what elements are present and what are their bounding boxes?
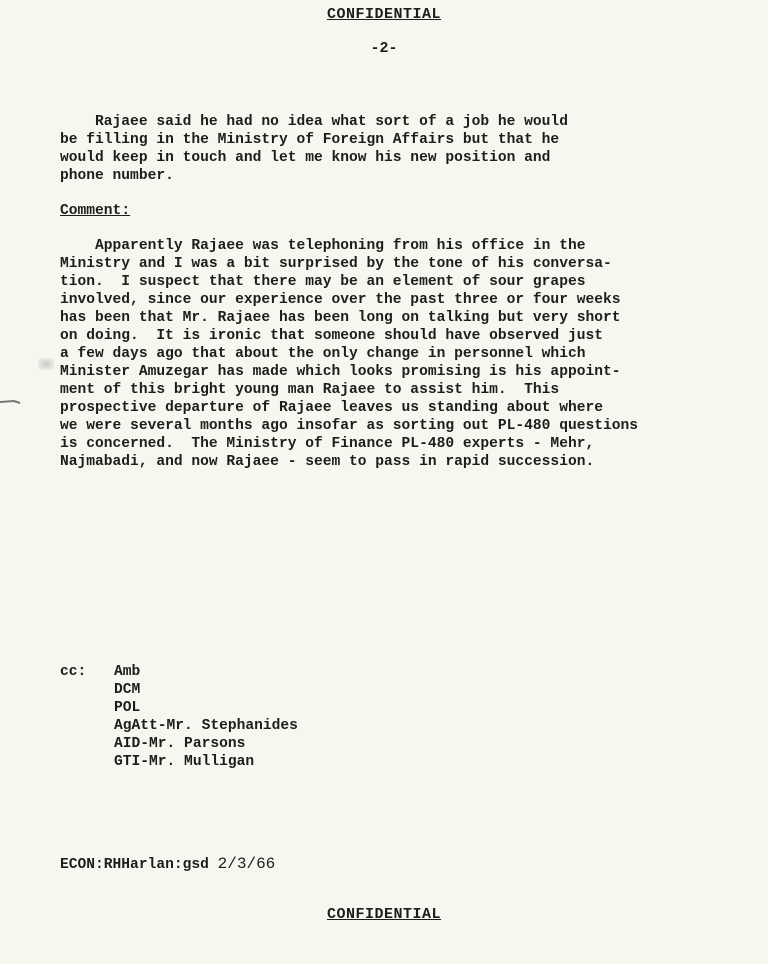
paragraph-line: we were several months ago insofar as sorting out PL-480 questions [60, 418, 639, 434]
paragraph-line: is concerned. The Ministry of Finance PL-480 experts - Mehr, [60, 436, 595, 452]
cc-recipient: POL [114, 700, 141, 716]
page-number: -2- [370, 40, 398, 57]
paragraph-line: Rajaee said he had no idea what sort of a job he would [60, 114, 568, 130]
paragraph-comment [60, 237, 760, 471]
paragraph-line: on doing. It is ironic that someone should have observed just [60, 328, 603, 344]
cc-recipient: AgAtt-Mr. Stephanides [114, 718, 298, 734]
paragraph-line: has been that Mr. Rajaee has been long on talking but very short [60, 310, 621, 326]
paragraph-line: ment of this bright young man Rajaee to assist him. This [60, 382, 560, 398]
paragraph-line: Minister Amuzegar has made which looks promising is his appoint- [60, 364, 621, 380]
paragraph-line: tion. I suspect that there may be an element of sour grapes [60, 274, 586, 290]
comment-heading-colon: : [121, 203, 131, 219]
drafter-code: ECON:RHHarlan:gsd [60, 857, 209, 873]
cc-list [114, 663, 414, 771]
paragraph-line: involved, since our experience over the past three or four weeks [60, 292, 621, 308]
cc-recipient: AID-Mr. Parsons [114, 736, 246, 752]
drafter-reference [60, 855, 275, 873]
draft-date: 2/3/66 [217, 855, 276, 873]
cc-label: cc: [60, 664, 87, 680]
comment-heading [60, 203, 130, 219]
margin-mark [0, 397, 22, 407]
paragraph-line: Najmabadi, and now Rajaee - seem to pass in rapid succession. [60, 454, 595, 470]
classification-footer: CONFIDENTIAL [326, 906, 442, 923]
cc-recipient: DCM [114, 682, 141, 698]
comment-heading-text: Comment [60, 203, 122, 219]
paragraph-line: prospective departure of Rajaee leaves us standing about where [60, 400, 603, 416]
paragraph-rajaee-job [60, 113, 760, 185]
paragraph-line: Apparently Rajaee was telephoning from his office in the [60, 238, 586, 254]
classification-header: CONFIDENTIAL [326, 6, 442, 23]
paragraph-line: be filling in the Ministry of Foreign Affairs but that he [60, 132, 560, 148]
paragraph-line: would keep in touch and let me know his new position and [60, 150, 551, 166]
paragraph-line: phone number. [60, 168, 174, 184]
ink-smudge [38, 358, 54, 370]
paragraph-line: a few days ago that about the only change in personnel which [60, 346, 586, 362]
cc-recipient: Amb [114, 664, 141, 680]
paragraph-line: Ministry and I was a bit surprised by the tone of his conversa- [60, 256, 612, 272]
cc-recipient: GTI-Mr. Mulligan [114, 754, 255, 770]
